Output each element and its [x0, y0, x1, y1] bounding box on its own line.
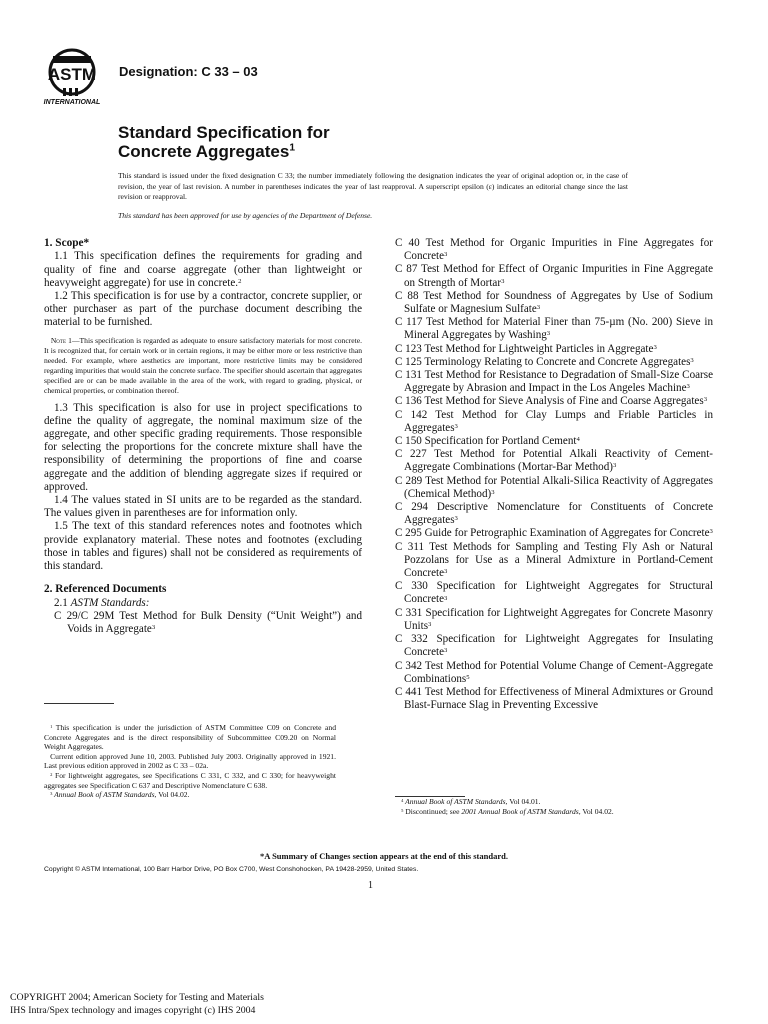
- footnote-ref: 3: [612, 462, 617, 470]
- footnote-1: [44, 723, 336, 752]
- footnote-rule-left: [44, 703, 114, 704]
- reference-text: C 125 Terminology Relating to Concrete and Concrete Aggregates: [395, 355, 691, 368]
- scope-1-2: 1.2 This specification is for use by a contractor, concrete supplier, or other purchaser as part of the purchase document describing the material to be furnished.: [44, 290, 362, 329]
- reference-text: C 227 Test Method for Potential Alkali Reactivity of Cement-Aggregate Combinations (Mortar-Bar Method): [395, 448, 713, 474]
- reference-item: [395, 263, 713, 289]
- reference-text: C 88 Test Method for Soundness of Aggregates by Use of Sodium Sulfate or Magnesium Sulfate: [395, 289, 713, 316]
- footnote-ref: 5: [466, 673, 470, 681]
- footnote-5-vol: Vol 04.02.: [580, 806, 614, 816]
- footnote-3: [44, 790, 336, 800]
- designation: Designation: C 33 – 03: [119, 64, 258, 79]
- scope-1-1-text: 1.1 This specification defines the requirements for grading and quality of fine and coarse aggregate (other than lightweight or heavyweight aggregate) for use in concrete.: [44, 250, 362, 289]
- footnote-ref: 3: [151, 624, 156, 632]
- scope-heading: 1. Scope*: [44, 237, 90, 249]
- reference-text: C 330 Specification for Lightweight Aggregates for Structural Concrete: [395, 580, 713, 606]
- scope-1-3: 1.3 This specification is also for use in project specifications to define the quality of aggregate, the nominal maximum size of the aggregate, and other specific grading requirements. Those responsible for selecting the proportions for the concrete mixture shall have the responsibility of determining the proportions of fine and coarse aggregate and the addition of blending aggregate sizes if required or approved.: [44, 401, 362, 493]
- footnote-ref: 3: [686, 383, 690, 391]
- reference-item: [395, 356, 713, 369]
- summary-of-changes-note: *A Summary of Changes section appears at the end of this standard.: [260, 851, 508, 861]
- reference-item: [44, 610, 362, 636]
- reference-text: C 289 Test Method for Potential Alkali-Silica Reactivity of Aggregates (Chemical Method): [395, 474, 713, 500]
- footnote-2-text: For lightweight aggregates, see Specifications C 331, C 332, and C 330; for heavyweight aggregates see Specification C 637 and Descriptive Nomenclature C 638.: [44, 770, 336, 790]
- right-reference-list: [395, 237, 713, 712]
- reference-text: C 294 Descriptive Nomenclature for Constituents of Concrete Aggregates: [395, 501, 713, 527]
- footnote-5-text: 2001 Annual Book of ASTM Standards,: [461, 806, 581, 816]
- reference-item: [395, 633, 713, 659]
- footnote-4-marker: 4: [401, 797, 404, 803]
- footnote-2: [44, 771, 336, 790]
- reference-item: [395, 475, 713, 501]
- reference-item: [395, 448, 713, 474]
- footnote-ref: 3: [709, 528, 713, 536]
- left-reference-list: [44, 610, 362, 636]
- footnote-ref: 3: [703, 396, 708, 404]
- referenced-documents-heading: 2. Referenced Documents: [44, 583, 167, 596]
- right-column: [395, 237, 713, 712]
- note-text: —This specification is regarded as adequate to ensure satisfactory materials for most concrete. It is recognized that, for certain work or in certain regions, it may be either more or less restrictive than needed. For example, where aesthetics are important, more restrictive limits may be considered regarding impurities that would stain the concrete surface. The specifier should ascertain that aggregates specified are or can be made available in the area of the work, with regard to grading, physical, or chemical properties, or combination thereof.: [44, 335, 362, 395]
- scope-1-4: 1.4 The values stated in SI units are to be regarded as the standard. The values given in parentheses are for information only.: [44, 494, 362, 520]
- footnotes-left: [44, 723, 336, 800]
- note-label: Note 1: [50, 335, 72, 345]
- approval-statement: This standard has been approved for use by agencies of the Department of Defense.: [118, 211, 373, 220]
- reference-item: [395, 527, 713, 540]
- footnote-5: [395, 807, 687, 817]
- footnotes-right: [395, 797, 687, 816]
- footnote-ref: 4: [576, 436, 580, 444]
- footnote-3-marker: 3: [50, 791, 53, 797]
- footnote-ref: 3: [690, 356, 694, 364]
- reference-item: [395, 316, 713, 342]
- reference-text: C 295 Guide for Petrographic Examination of Aggregates for Concrete: [395, 527, 710, 540]
- reference-text: C 342 Test Method for Potential Volume Change of Cement-Aggregate Combinations: [395, 659, 713, 685]
- footnote-1-marker: 1: [50, 723, 53, 729]
- footnote-4-vol: Vol 04.01.: [507, 797, 541, 806]
- reference-item: [395, 343, 713, 356]
- reference-item: [395, 237, 713, 263]
- subheading-number: 2.1: [53, 596, 71, 609]
- footnote-ref: 3: [546, 330, 551, 338]
- footnote-ref: 3: [491, 488, 495, 496]
- footnote-5-prefix: Discontinued; see: [403, 806, 462, 816]
- reference-text: C 123 Test Method for Lightweight Particles in Aggregate: [395, 342, 654, 355]
- footnote-3-text: Annual Book of ASTM Standards,: [52, 790, 157, 800]
- note-1: [44, 336, 362, 396]
- footnote-ref: 3: [536, 304, 541, 312]
- footnote-ref: 3: [501, 277, 505, 285]
- reference-item: [395, 435, 713, 448]
- scope-1-5: 1.5 The text of this standard references notes and footnotes which provide explanatory material. These notes and footnotes (excluding those in tables and figures) shall not be considered as requirements of this standard.: [44, 520, 362, 573]
- reference-item: [395, 607, 713, 633]
- footnote-4-text: Annual Book of ASTM Standards,: [403, 797, 508, 806]
- astm-logo-icon: [33, 48, 111, 106]
- issue-note: This standard is issued under the fixed designation C 33; the number immediately following the designation indicates the year of original adoption or, in the case of revision, the year of last revision. A number in parentheses indicates the year of last reapproval. A superscript epsilon (ε) indicates an editorial change since the last revision or reapproval.: [118, 171, 628, 202]
- reference-text: C 117 Test Method for Material Finer than 75-µm (No. 200) Sieve in Mineral Aggregates by Washing: [395, 316, 713, 342]
- footnote-ref: 3: [428, 620, 432, 628]
- title-line-1: Standard Specification for: [118, 123, 330, 142]
- reference-text: C 136 Test Method for Sieve Analysis of Fine and Coarse Aggregates: [395, 395, 704, 408]
- reference-text: C 40 Test Method for Organic Impurities in Fine Aggregates for Concrete: [395, 237, 713, 263]
- bottom-copyright-line-2: IHS Intra/Spex technology and images copyright (c) IHS 2004: [10, 1004, 256, 1016]
- footnote-ref: 3: [444, 647, 448, 655]
- footnote-ref: 3: [444, 251, 448, 259]
- reference-item: [395, 501, 713, 527]
- reference-item: [395, 580, 713, 606]
- reference-text: C 29/C 29M Test Method for Bulk Density (“Unit Weight”) and Voids in Aggregate: [54, 609, 362, 636]
- reference-item: [395, 369, 713, 395]
- scope-1-1: [44, 250, 362, 290]
- reference-item: [395, 409, 713, 435]
- footnote-ref: 3: [653, 343, 657, 351]
- footnote-3-vol: Vol 04.02.: [156, 790, 190, 800]
- footnote-ref: 2: [238, 277, 242, 285]
- footnote-1-text: This specification is under the jurisdiction of ASTM Committee C09 on Concrete and Concrete Aggregates and is the direct responsibility of Subcommittee C09.20 on Normal Weight Aggregates.: [44, 723, 336, 752]
- reference-text: C 131 Test Method for Resistance to Degradation of Small-Size Coarse Aggregate by Abrasion and Impact in the Los Angeles Machine: [395, 369, 713, 395]
- reference-text: C 150 Specification for Portland Cement: [395, 435, 577, 448]
- title-line-2-text: Concrete Aggregates: [118, 142, 290, 161]
- reference-item: [395, 290, 713, 316]
- bottom-copyright: [10, 992, 264, 1017]
- reference-text: C 142 Test Method for Clay Lumps and Friable Particles in Aggregates: [395, 408, 713, 434]
- footnote-2-marker: 2: [50, 771, 53, 777]
- document-title: [118, 123, 330, 161]
- footnote-ref: 3: [454, 515, 458, 523]
- reference-item: [395, 541, 713, 581]
- footnote-1b: Current edition approved June 10, 2003. Published July 2003. Originally approved in 1921. Last previous edition approved in 2002 as C 33 – 02a.: [44, 751, 336, 771]
- logo-text: ASTM: [47, 65, 97, 84]
- page-number: 1: [368, 880, 373, 891]
- spacer: [44, 573, 362, 583]
- title-footnote-ref: 1: [289, 142, 295, 154]
- astm-logo: [33, 48, 111, 106]
- bottom-copyright-line-1: COPYRIGHT 2004; American Society for Testing and Materials: [10, 992, 264, 1003]
- copyright-line: Copyright © ASTM International, 100 Barr Harbor Drive, PO Box C700, West Conshohocken, PA 19428-2959, United States.: [44, 866, 419, 873]
- astm-standards-subheading: [44, 597, 362, 610]
- reference-text: C 331 Specification for Lightweight Aggregates for Concrete Masonry Units: [395, 606, 713, 632]
- reference-text: C 311 Test Methods for Sampling and Testing Fly Ash or Natural Pozzolans for Use as a Mineral Admixture in Portland-Cement Concrete: [395, 540, 713, 580]
- reference-text: C 332 Specification for Lightweight Aggregates for Insulating Concrete: [395, 633, 713, 659]
- reference-item: [395, 395, 713, 408]
- reference-item: [395, 686, 713, 712]
- reference-text: C 441 Test Method for Effectiveness of Mineral Admixtures or Ground Blast-Furnace Slag in Preventing Excessive: [395, 685, 713, 712]
- title-line-2: [118, 142, 330, 161]
- footnote-ref: 3: [454, 422, 458, 430]
- left-column: [44, 237, 362, 636]
- reference-text: C 87 Test Method for Effect of Organic Impurities in Fine Aggregate on Strength of Mortar: [395, 263, 713, 289]
- logo-subtext: INTERNATIONAL: [43, 99, 101, 106]
- footnote-ref: 3: [444, 568, 448, 576]
- footnote-5-marker: 5: [401, 807, 404, 813]
- footnote-4: [395, 797, 687, 807]
- footnote-ref: 3: [444, 594, 448, 602]
- reference-item: [395, 660, 713, 686]
- subheading-text: ASTM Standards:: [70, 596, 150, 609]
